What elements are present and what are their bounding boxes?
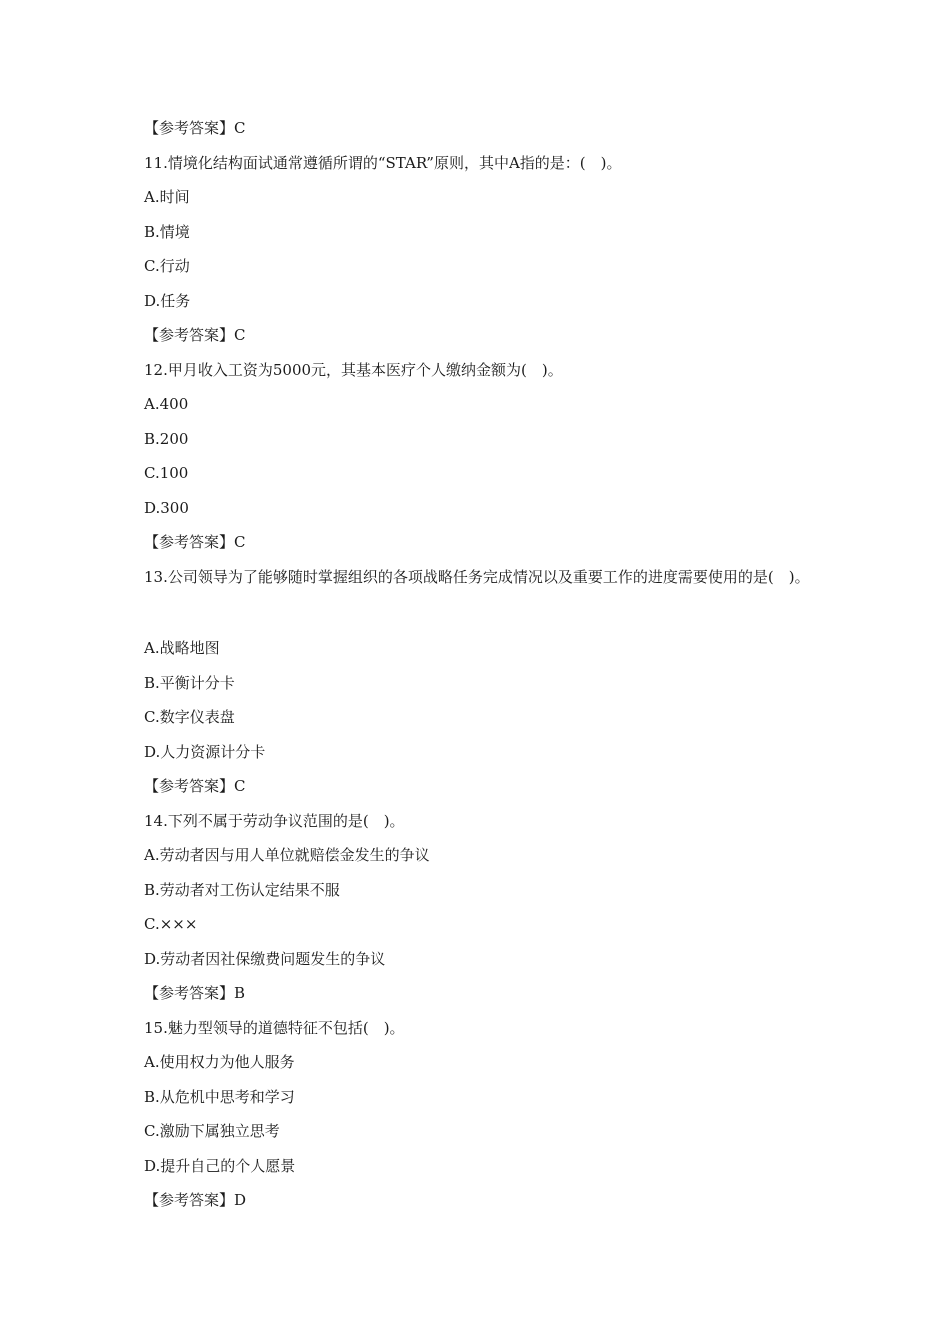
answer-line: 【参考答案】D bbox=[144, 1191, 247, 1209]
option-d: D.任务 bbox=[144, 292, 191, 310]
answer-line: 【参考答案】B bbox=[144, 984, 246, 1002]
option-c: C.数字仪表盘 bbox=[144, 708, 235, 726]
option-a: A.使用权力为他人服务 bbox=[144, 1053, 295, 1071]
answer-line: 【参考答案】C bbox=[144, 326, 246, 344]
option-b: B.从危机中思考和学习 bbox=[144, 1088, 295, 1106]
option-a: A.400 bbox=[144, 395, 189, 413]
option-c: C.100 bbox=[144, 464, 189, 482]
option-b: B.劳动者对工伤认定结果不服 bbox=[144, 881, 340, 899]
question-11: 11.情境化结构面试通常遵循所谓的“STAR”原则，其中A指的是：( )。 bbox=[144, 154, 622, 172]
answer-line: 【参考答案】C bbox=[144, 533, 246, 551]
question-13: 13.公司领导为了能够随时掌握组织的各项战略任务完成情况以及重要工作的进度需要使用的是( )。 bbox=[144, 568, 810, 586]
question-12: 12.甲月收入工资为5000元，其基本医疗个人缴纳金额为( )。 bbox=[144, 361, 563, 379]
option-c: C.行动 bbox=[144, 257, 190, 275]
option-a: A.战略地图 bbox=[144, 639, 220, 657]
option-d: D.人力资源计分卡 bbox=[144, 743, 266, 761]
option-a: A.时间 bbox=[144, 188, 190, 206]
option-b: B.200 bbox=[144, 430, 189, 448]
option-b: B.情境 bbox=[144, 223, 190, 241]
option-c: C.××× bbox=[144, 915, 198, 933]
option-a: A.劳动者因与用人单位就赔偿金发生的争议 bbox=[144, 846, 430, 864]
answer-line: 【参考答案】C bbox=[144, 119, 246, 137]
question-14: 14.下列不属于劳动争议范围的是( )。 bbox=[144, 812, 405, 830]
option-d: D.劳动者因社保缴费问题发生的争议 bbox=[144, 950, 386, 968]
option-c: C.激励下属独立思考 bbox=[144, 1122, 280, 1140]
option-d: D.300 bbox=[144, 499, 189, 517]
option-b: B.平衡计分卡 bbox=[144, 674, 235, 692]
question-15: 15.魅力型领导的道德特征不包括( )。 bbox=[144, 1019, 405, 1037]
answer-line: 【参考答案】C bbox=[144, 777, 246, 795]
option-d: D.提升自己的个人愿景 bbox=[144, 1157, 296, 1175]
